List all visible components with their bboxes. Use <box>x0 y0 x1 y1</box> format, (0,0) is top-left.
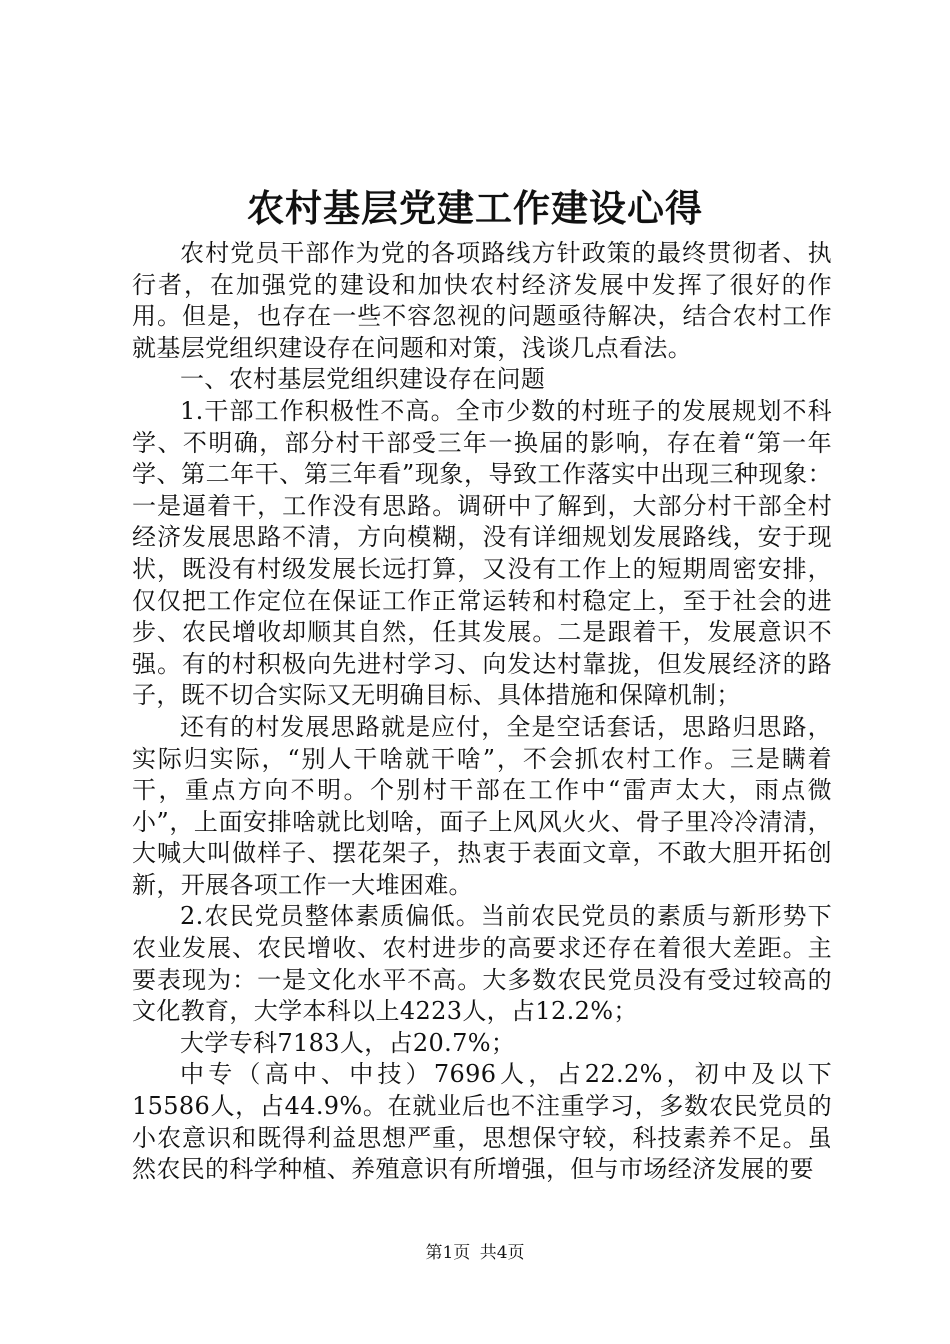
page-number: 第1页 <box>425 1243 471 1263</box>
paragraph-point-1: 1.干部工作积极性不高。全市少数的村班子的发展规划不科学、不明确，部分村干部受三年一换届的影响，存在着“第一年学、第二年干、第三年看”现象，导致工作落实中出现三种现象：一是逼着干，工作没有思路。调研中了解到，大部分村干部全村经济发展思路不清，方向模糊，没有详细规划发展路线，安于现状，既没有村级发展长远打算，又没有工作上的短期周密安排，仅仅把工作定位在保证工作正常运转和村稳定上，至于社会的进步、农民增收却顺其自然，任其发展。二是跟着干，发展意识不强。有的村积极向先进村学习、向发达村靠拢，但发展经济的路子，既不切合实际又无明确目标、具体措施和保障机制； <box>132 396 832 710</box>
paragraph-point-1-continued: 还有的村发展思路就是应付，全是空话套话，思路归思路，实际归实际，“别人干啥就干啥”，不会抓农村工作。三是瞒着干，重点方向不明。个别村干部在工作中“雷声太大，雨点微小”，上面安排啥就比划啥，面子上风风火火、骨子里冷冷清清，大喊大叫做样子、摆花架子，热衷于表面文章，不敢大胆开拓创新，开展各项工作一大堆困难。 <box>132 712 832 899</box>
section-heading: 一、农村基层党组织建设存在问题 <box>180 365 546 394</box>
document-title: 农村基层党建工作建设心得 <box>247 186 703 230</box>
paragraph-stat-secondary: 中专（高中、中技）7696人，占22.2%，初中及以下15586人，占44.9%。在就业后也不注重学习，多数农民党员的小农意识和既得利益思想严重，思想保守较，科技素养不足。虽然农民的科学种植、养殖意识有所增强，但与市场经济发展的要 <box>132 1060 832 1184</box>
paragraph-stat-college: 大学专科7183人，占20.7%； <box>180 1028 516 1057</box>
paragraph-intro: 农村党员干部作为党的各项路线方针政策的最终贯彻者、执行者，在加强党的建设和加快农村经济发展中发挥了很好的作用。但是，也存在一些不容忽视的问题亟待解决，结合农村工作就基层党组织建设存在问题和对策，浅谈几点看法。 <box>132 239 832 362</box>
document-body <box>132 238 832 1186</box>
page-total: 共4页 <box>479 1243 525 1263</box>
page-footer <box>0 1240 950 1266</box>
paragraph-point-2: 2.农民党员整体素质偏低。当前农民党员的素质与新形势下农业发展、农民增收、农村进步的高要求还存在着很大差距。主要表现为：一是文化水平不高。大多数农民党员没有受过较高的文化教育，大学本科以上4223人，占12.2%； <box>132 902 832 1026</box>
